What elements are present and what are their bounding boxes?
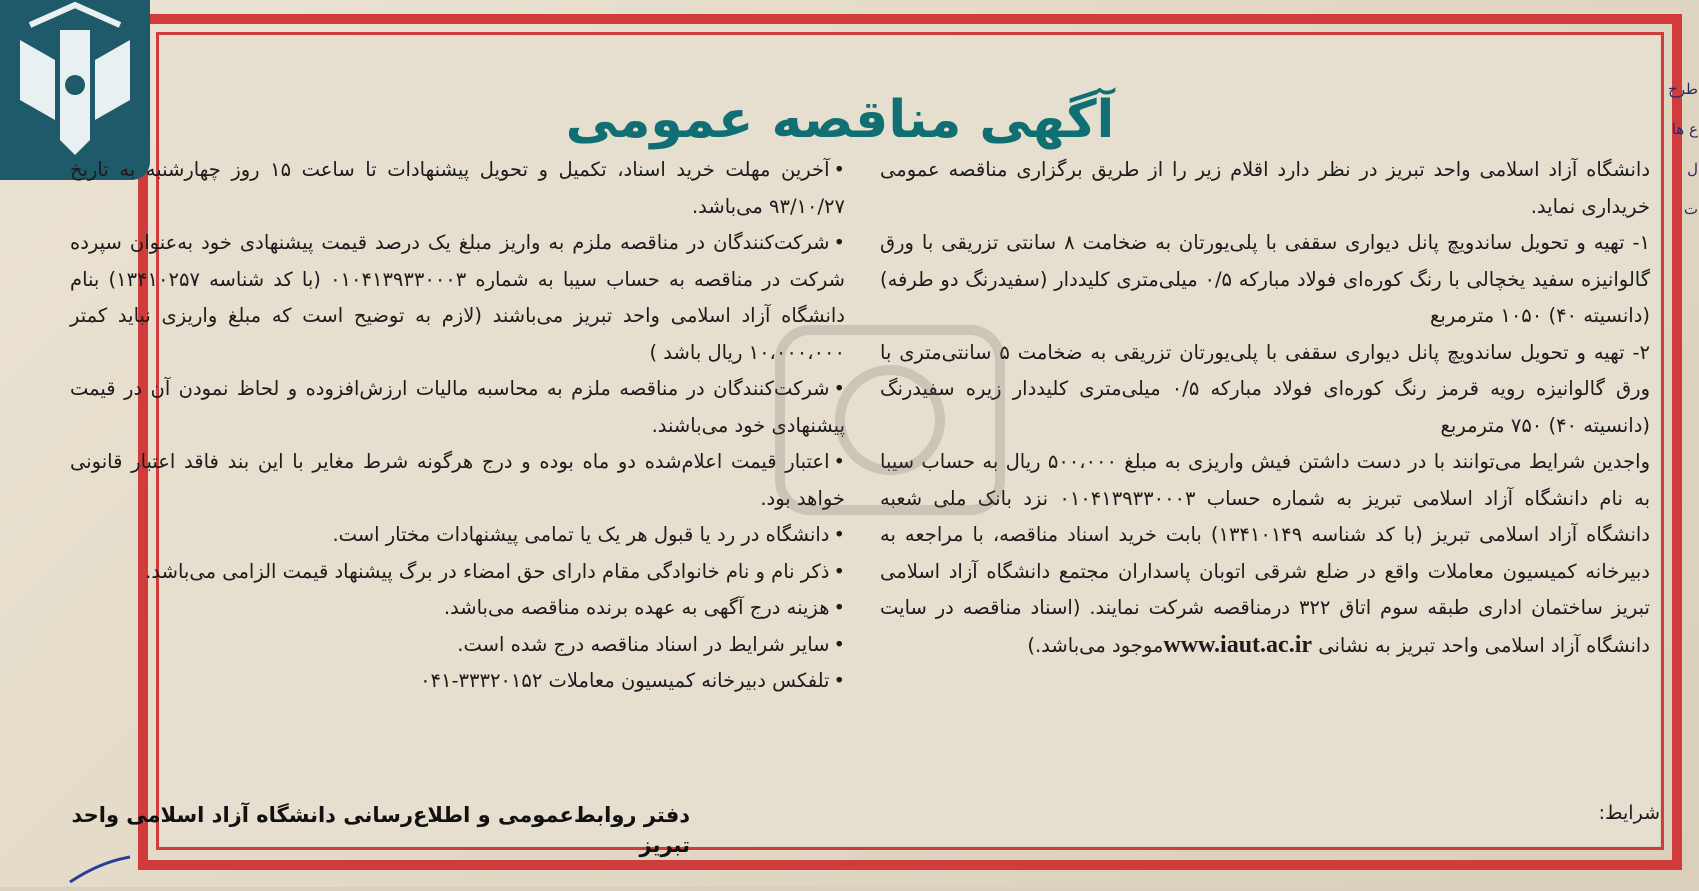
item-2: ۲- تهیه و تحویل ساندویچ پانل دیواری سقفی با پلی‌یورتان تزریقی به ضخامت ۵ سانتی‌متری با ورق گالوانیزه رویه قرمز رنگ کوره‌ای فولاد مبارکه ۰/۵ میلی‌متری کلیددار زیره سفیدرنگ (دانسیته ۴۰) ۷۵۰ مترمربع xyxy=(880,340,1651,437)
conditions-text: واجدین شرایط می‌توانند با در دست داشتن فیش واریزی به مبلغ ۵۰۰،۰۰۰ ریال به حساب سیبا به نام دانشگاه آزاد اسلامی تبریز به شماره حساب ۰۱۰۴۱۳۹۳۳۰۰۰۳ نزد بانک ملی شعبه دانشگاه آزاد اسلامی تبریز (با کد شناسه ۱۳۴۱۰۱۴۹) بابت خرید اسناد مناقصه، با مراجعه به دبیرخانه کمیسیون معاملات واقع در ضلع شرقی اتوبان پاسداران مجتمع دانشگاه آزاد اسلامی تبریز ساختمان اداری طبقه سوم اتاق ۳۲۲ درمناقصه شرکت نمایند. (اسناد مناقصه در سایت دانشگاه آزاد اسلامی واحد تبریز به نشانی xyxy=(880,450,1650,657)
page-title: آگهی مناقصه عمومی xyxy=(565,90,1115,150)
bullet-item: • هزینه درج آگهی به عهده برنده مناقصه می‌باشد. xyxy=(70,590,845,627)
pen-mark-icon xyxy=(60,852,150,887)
right-column xyxy=(880,152,1650,664)
conditions-paragraph xyxy=(880,444,1650,664)
conditions-label: شرایط: xyxy=(1598,802,1660,824)
bullet-item: • ذکر نام و نام خانوادگی مقام دارای حق امضاء در برگ پیشنهاد قیمت الزامی می‌باشد. xyxy=(70,554,845,591)
bullet-item: • اعتبار قیمت اعلام‌شده دو ماه بوده و درج هرگونه شرط مغایر با این بند فاقد اعتبار قانونی خواهد بود. xyxy=(70,444,845,517)
footer-signature: دفتر روابط‌عمومی و اطلاع‌رسانی دانشگاه آزاد اسلامی واحد تبریز xyxy=(71,803,690,857)
margin-note: ل xyxy=(1687,160,1698,178)
bullet-item: • شرکت‌کنندگان در مناقصه ملزم به واریز مبلغ یک درصد قیمت پیشنهادی خود به‌عنوان سپرده شرکت در مناقصه به حساب سیبا به شماره ۰۱۰۴۱۳۹۳۳۰۰۰۳ (با کد شناسه ۱۳۴۱۰۲۵۷) بنام دانشگاه آزاد اسلامی واحد تبریز می‌باشند (لازم به توضیح است که مبلغ واریزی نباید کمتر ۱۰،۰۰۰،۰۰۰ ریال باشد ) xyxy=(70,225,845,371)
bullet-item: • سایر شرایط در اسناد مناقصه درج شده است. xyxy=(70,627,845,664)
left-column xyxy=(70,152,845,700)
margin-note: ع ها xyxy=(1671,120,1698,138)
bullet-item: • تلفکس دبیرخانه کمیسیون معاملات ۳۳۳۲۰۱۵۲-۰۴۱ xyxy=(70,663,845,700)
handwritten-margin-notes xyxy=(1664,80,1698,840)
bullet-item: • دانشگاه در رد یا قبول هر یک یا تمامی پیشنهادات مختار است. xyxy=(70,517,845,554)
website-link[interactable]: www.iaut.ac.ir xyxy=(1163,631,1313,658)
item-1: ۱- تهیه و تحویل ساندویچ پانل دیواری سقفی با پلی‌یورتان به ضخامت ۸ سانتی تزریقی با ورق گالوانیزه سفید یخچالی با رنگ کوره‌ای فولاد مبارکه ۰/۵ میلی‌متری کلیددار (سفیدرنگ دو طرفه) (دانسیته ۴۰) ۱۰۵۰ مترمربع xyxy=(880,231,1651,327)
intro-paragraph: دانشگاه آزاد اسلامی واحد تبریز در نظر دارد اقلام زیر را از طریق برگزاری مناقصه عمومی خریداری نماید. xyxy=(880,158,1650,218)
margin-note: ت xyxy=(1683,200,1698,218)
margin-note: طرح xyxy=(1668,80,1698,98)
conditions-end: موجود می‌باشد.) xyxy=(1027,633,1164,657)
bullet-item: • شرکت‌کنندگان در مناقصه ملزم به محاسبه مالیات ارزش‌افزوده و لحاظ نمودن آن در قیمت پیشنهادی خود می‌باشند. xyxy=(70,371,845,444)
bullet-item: • آخرین مهلت خرید اسناد، تکمیل و تحویل پیشنهادات تا ساعت ۱۵ روز چهارشنبه به تاریخ ۹۳/۱۰/۲۷ می‌باشد. xyxy=(70,152,845,225)
